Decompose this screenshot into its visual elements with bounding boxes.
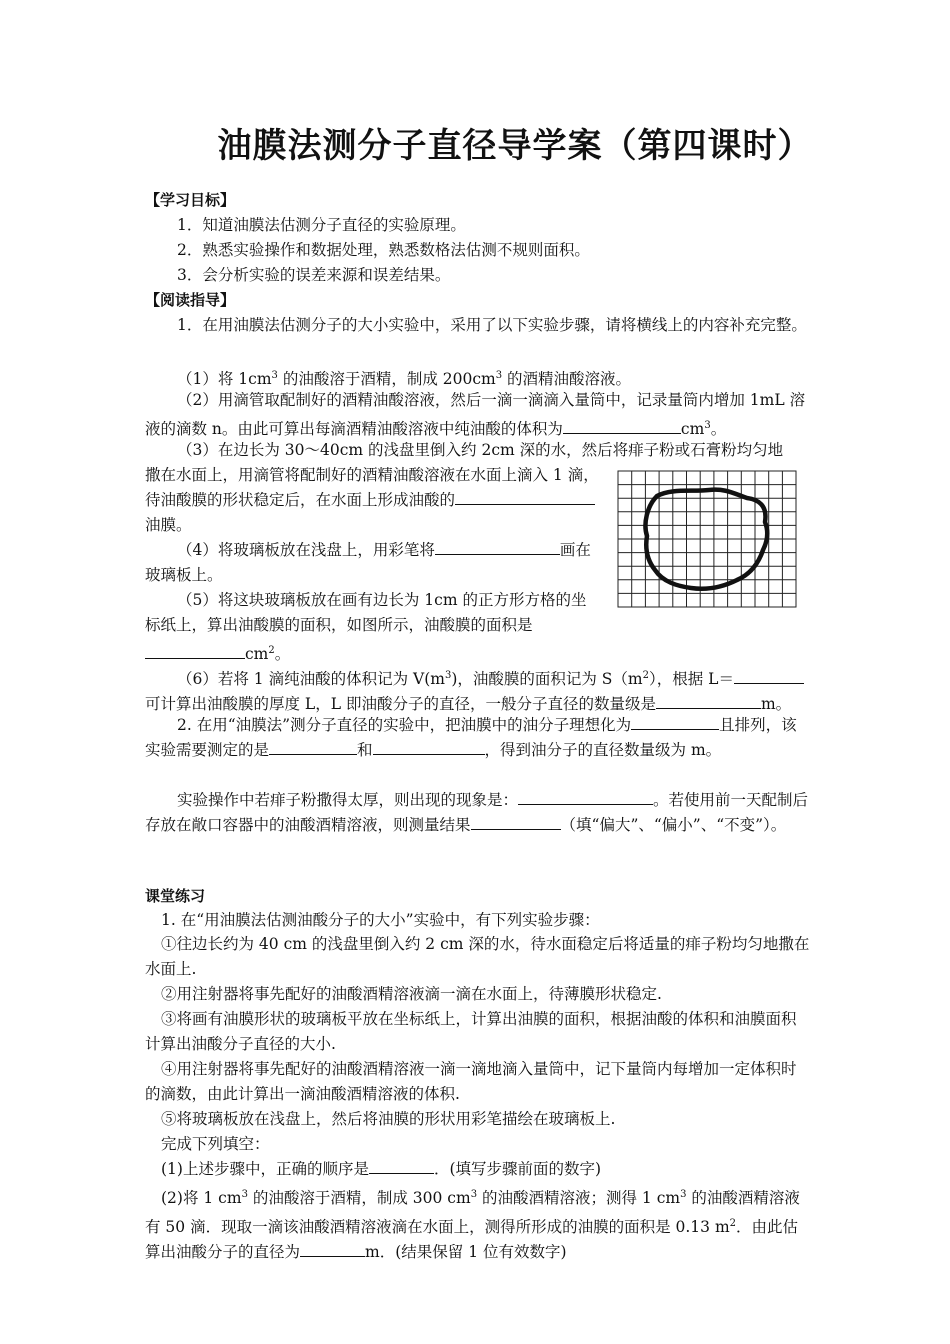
- guide-q1-intro: 1．在用油膜法估测分子的大小实验中，采用了以下实验步骤，请将横线上的内容补充完整。: [177, 316, 807, 334]
- answer-blank[interactable]: [373, 738, 485, 755]
- practice-fill-label: 完成下列填空：: [161, 1135, 270, 1153]
- practice-step-2: ②用注射器将事先配好的油酸酒精溶液滴一滴在水面上，待薄膜形状稳定.: [161, 985, 662, 1003]
- guide-step-3a: （3）在边长为 30～40cm 的浅盘里倒入约 2cm 深的水，然后将痱子粉或石膏粉均匀地: [177, 441, 784, 459]
- answer-blank[interactable]: [734, 667, 804, 684]
- practice-step-5: ⑤将玻璃板放在浅盘上，然后将油膜的形状用彩笔描绘在玻璃板上.: [161, 1110, 616, 1128]
- answer-blank[interactable]: [563, 417, 681, 434]
- guide-step-3b: 撒在水面上，用滴管将配制好的酒精油酸溶液在水面上滴入 1 滴，待油酸膜的形状稳定后，在水面上形成油酸的油膜。: [145, 466, 599, 534]
- answer-blank[interactable]: [656, 692, 761, 709]
- guide-step-2: （2）用滴管取配制好的酒精油酸溶液，然后一滴一滴滴入量筒中，记录量筒内增加 1mL 溶液的滴数 n。由此可算出每滴酒精油酸溶液中纯油酸的体积为 $cm^3$。: [145, 391, 806, 439]
- answer-blank[interactable]: [145, 642, 245, 659]
- answer-blank[interactable]: [300, 1240, 365, 1257]
- goal-item-3: 3．会分析实验的误差来源和误差结果。: [177, 266, 451, 284]
- answer-blank[interactable]: [369, 1157, 434, 1174]
- oil-film-grid-figure: [617, 470, 797, 608]
- practice-step-4: ④用注射器将事先配好的油酸酒精溶液一滴一滴地滴入量筒中，记下量筒内每增加一定体积时的滴数，由此计算出一滴油酸酒精溶液的体积.: [145, 1060, 797, 1103]
- answer-blank[interactable]: [269, 738, 357, 755]
- answer-blank[interactable]: [435, 538, 560, 555]
- guide-step-5: （5）将这块玻璃板放在画有边长为 1cm 的正方形方格的坐标纸上，算出油酸膜的面积，如图所示，油酸膜的面积是$cm^2$。: [145, 591, 587, 664]
- practice-intro: 1. 在“用油膜法估测油酸分子的大小”实验中，有下列实验步骤：: [161, 911, 600, 929]
- practice-heading: 课堂练习: [145, 887, 206, 905]
- goal-item-1: 1．知道油膜法估测分子直径的实验原理。: [177, 216, 466, 234]
- practice-answer-1: (1)上述步骤中，正确的顺序是 ．(填写步骤前面的数字): [145, 1157, 810, 1182]
- practice-step-1: ①往边长约为 40 cm 的浅盘里倒入约 2 cm 深的水，待水面稳定后将适量的痱子粉均匀地撒在水面上.: [145, 935, 810, 978]
- answer-blank[interactable]: [631, 713, 719, 730]
- guide-q2: 2. 在用“油膜法”测分子直径的实验中，把油膜中的油分子理想化为 且排列，该实验需要测定的是 和 ，得到油分子的直径数量级为 m。: [145, 713, 810, 763]
- page-title: 油膜法测分子直径导学案（第四课时）: [217, 126, 813, 166]
- goal-item-2: 2．熟悉实验操作和数据处理，熟悉数格法估测不规则面积。: [177, 241, 590, 259]
- answer-blank[interactable]: [518, 788, 653, 805]
- guide-heading: 【阅读指导】: [145, 291, 236, 309]
- answer-blank[interactable]: [471, 813, 561, 830]
- guide-q3: 实验操作中若痱子粉撒得太厚，则出现的现象是： 。若使用前一天配制后存放在敞口容器中的油酸酒精溶液，则测量结果 （填“偏大”、“偏小”、“不变”）。: [145, 788, 810, 838]
- practice-step-3: ③将画有油膜形状的玻璃板平放在坐标纸上，计算出油膜的面积，根据油酸的体积和油膜面积计算出油酸分子直径的大小.: [145, 1010, 797, 1053]
- practice-answer-2: (2)将 1 $cm^3$ 的油酸溶于酒精，制成 300 $cm^3$ 的油酸酒精溶液；测得 1 $cm^3$ 的油酸酒精溶液有 50 滴．现取一滴该油酸酒精溶液滴在水面上，测得所形成的油膜的面积是 0.13 $m^2$．由此估算出油酸分子的直径为 m．(结果保留 1 位有效数字): [145, 1189, 800, 1262]
- guide-step-1: （1）将 $1cm^3$ 的油酸溶于酒精，制成 $200cm^3$ 的酒精油酸溶液。: [177, 370, 632, 389]
- answer-blank[interactable]: [455, 488, 595, 505]
- guide-step-6: （6）若将 1 滴纯油酸的体积记为 $V(m^3)$，油酸膜的面积记为 $S(m^2)$，根据 L＝可计算出油酸膜的厚度 L，L 即油酸分子的直径，一般分子直径的数量级是 m。: [145, 663, 810, 717]
- goals-heading: 【学习目标】: [145, 191, 236, 209]
- guide-step-4: （4）将玻璃板放在浅盘上，用彩笔将 画在玻璃板上。: [145, 538, 600, 588]
